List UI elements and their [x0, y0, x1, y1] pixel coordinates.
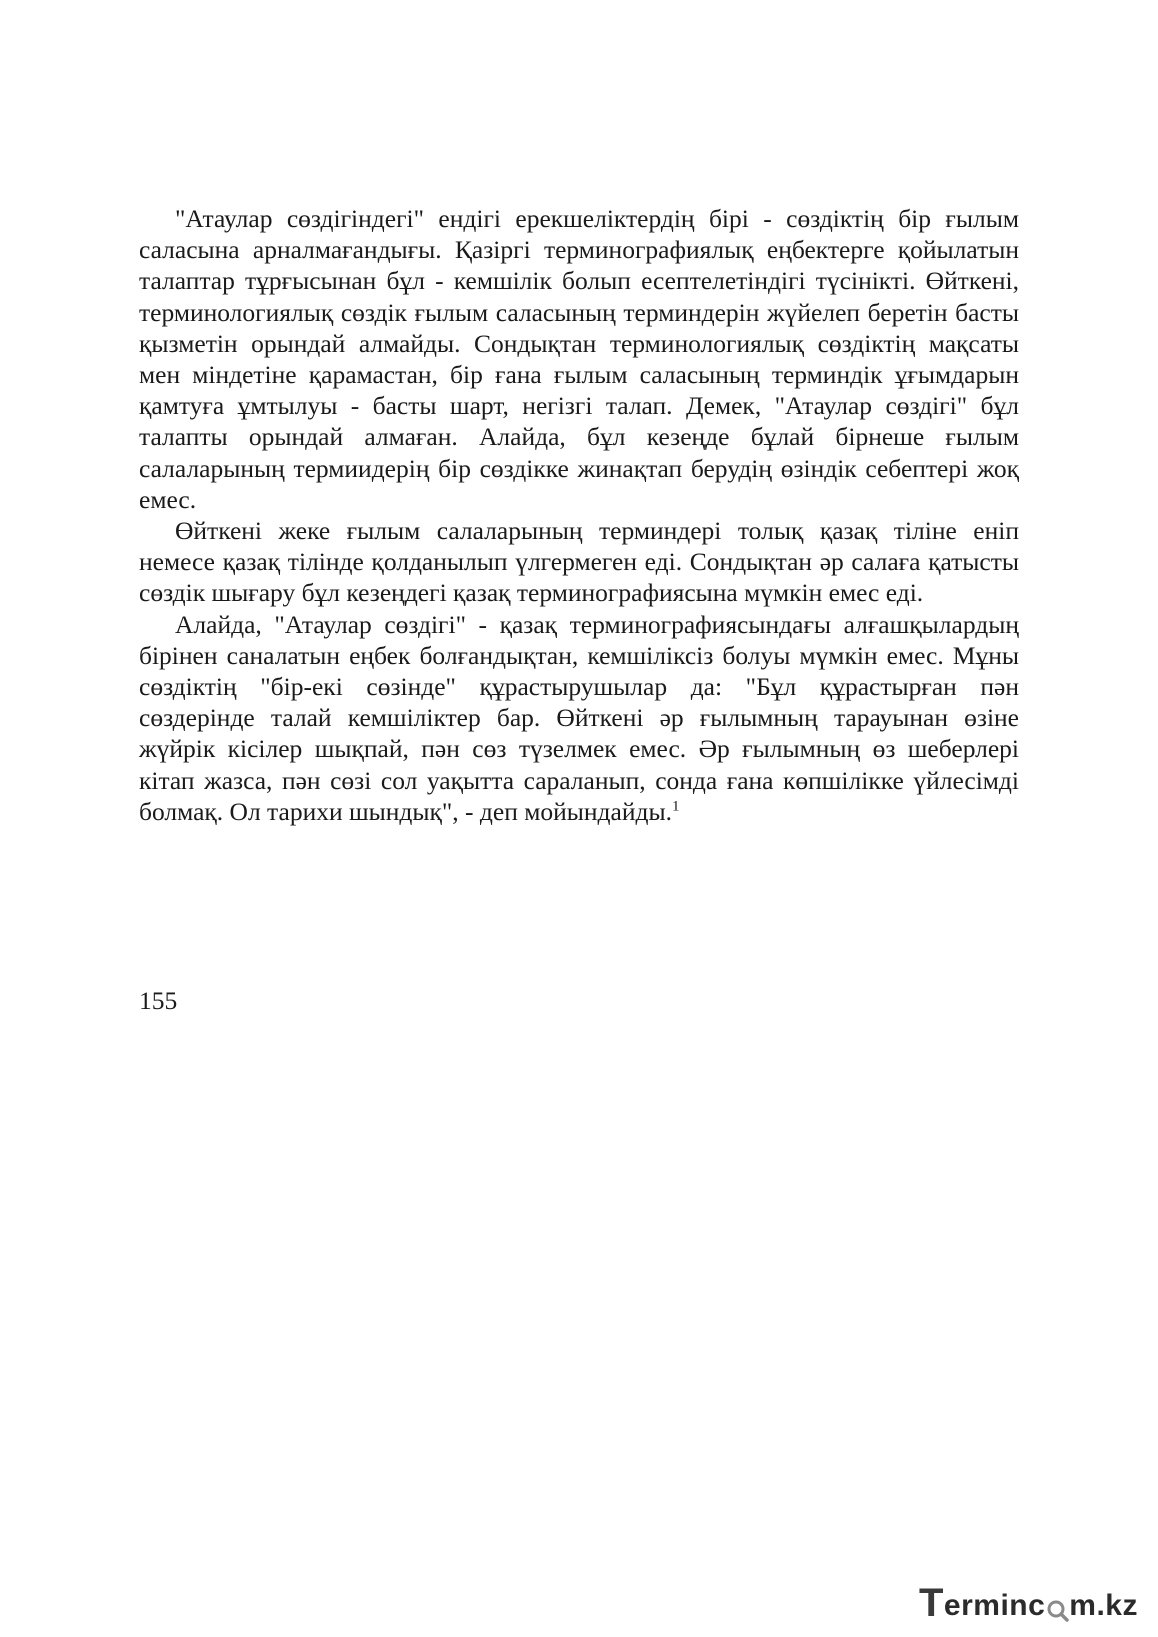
watermark-text-start: erminc	[943, 1589, 1046, 1622]
watermark-initial: T	[918, 1581, 944, 1625]
paragraph-2: Өйткені жеке ғылым салаларының терминдері толық қазақ тіліне еніп немесе қазақ тілінде қолданылып үлгермеген еді. Сондықтан әр салаға қатысты сөздік шығару бұл кезеңдегі қазақ терминографиясына мүмкін емес еді.	[139, 516, 1019, 608]
paragraph-3	[139, 609, 1019, 827]
paragraph-1: "Атаулар сөздігіндегі" ендігі ерекшеліктердің бірі - сөздіктің бір ғылым саласына арналмағандығы. Қазіргі терминографиялық еңбектерге қойылатын талаптар тұрғысынан бұл - кемшілік болып есептелетіндігі түсінікті. Өйткені, терминологиялық сөздік ғылым саласының терминдерін жүйелеп беретін басты қызметін орындай алмайды. Сондықтан терминологиялық сөздіктің мақсаты мен міндетіне қарамастан, бір ғана ғылым саласының терминдік ұғымдарын қамтуға ұмтылуы - басты шарт, негізгі талап. Демек, "Атаулар сөздігі" бұл талапты орындай алмаған. Алайда, бұл кезеңде бұлай бірнеше ғылым салаларының термиидерің бір сөздікке жинақтап берудің өзіндік себептері жоқ емес.	[139, 204, 1019, 514]
paragraph-3-text: Алайда, "Атаулар сөздігі" - қазақ терминографиясындағы алғашқылардың бірінен саналатын еңбек болғандықтан, кемшіліксіз болуы мүмкін емес. Мұны сөздіктің "бір-екі сөзінде" құрастырушылар да: "Бұл құрастырған пән сөздерінде талай кемшіліктер бар. Өйткені әр ғылымның тарауынан өзіне жүйрік кісілер шықпай, пән сөз түзелмек емес. Әр ғылымның өз шеберлері кітап жазса, пән сөзі сол уақытта сараланып, сонда ғана көпшілікке үйлесімді болмақ. Ол тарихи шындық", - деп мойындайды.	[139, 609, 1019, 826]
page-body	[139, 203, 1019, 827]
page-number: 155	[139, 986, 178, 1015]
footnote-marker[interactable]: 1	[671, 798, 680, 815]
watermark-text-end: m.kz	[1069, 1589, 1138, 1622]
terminology-watermark	[919, 1575, 1138, 1623]
magnifier-icon	[1045, 1589, 1069, 1623]
